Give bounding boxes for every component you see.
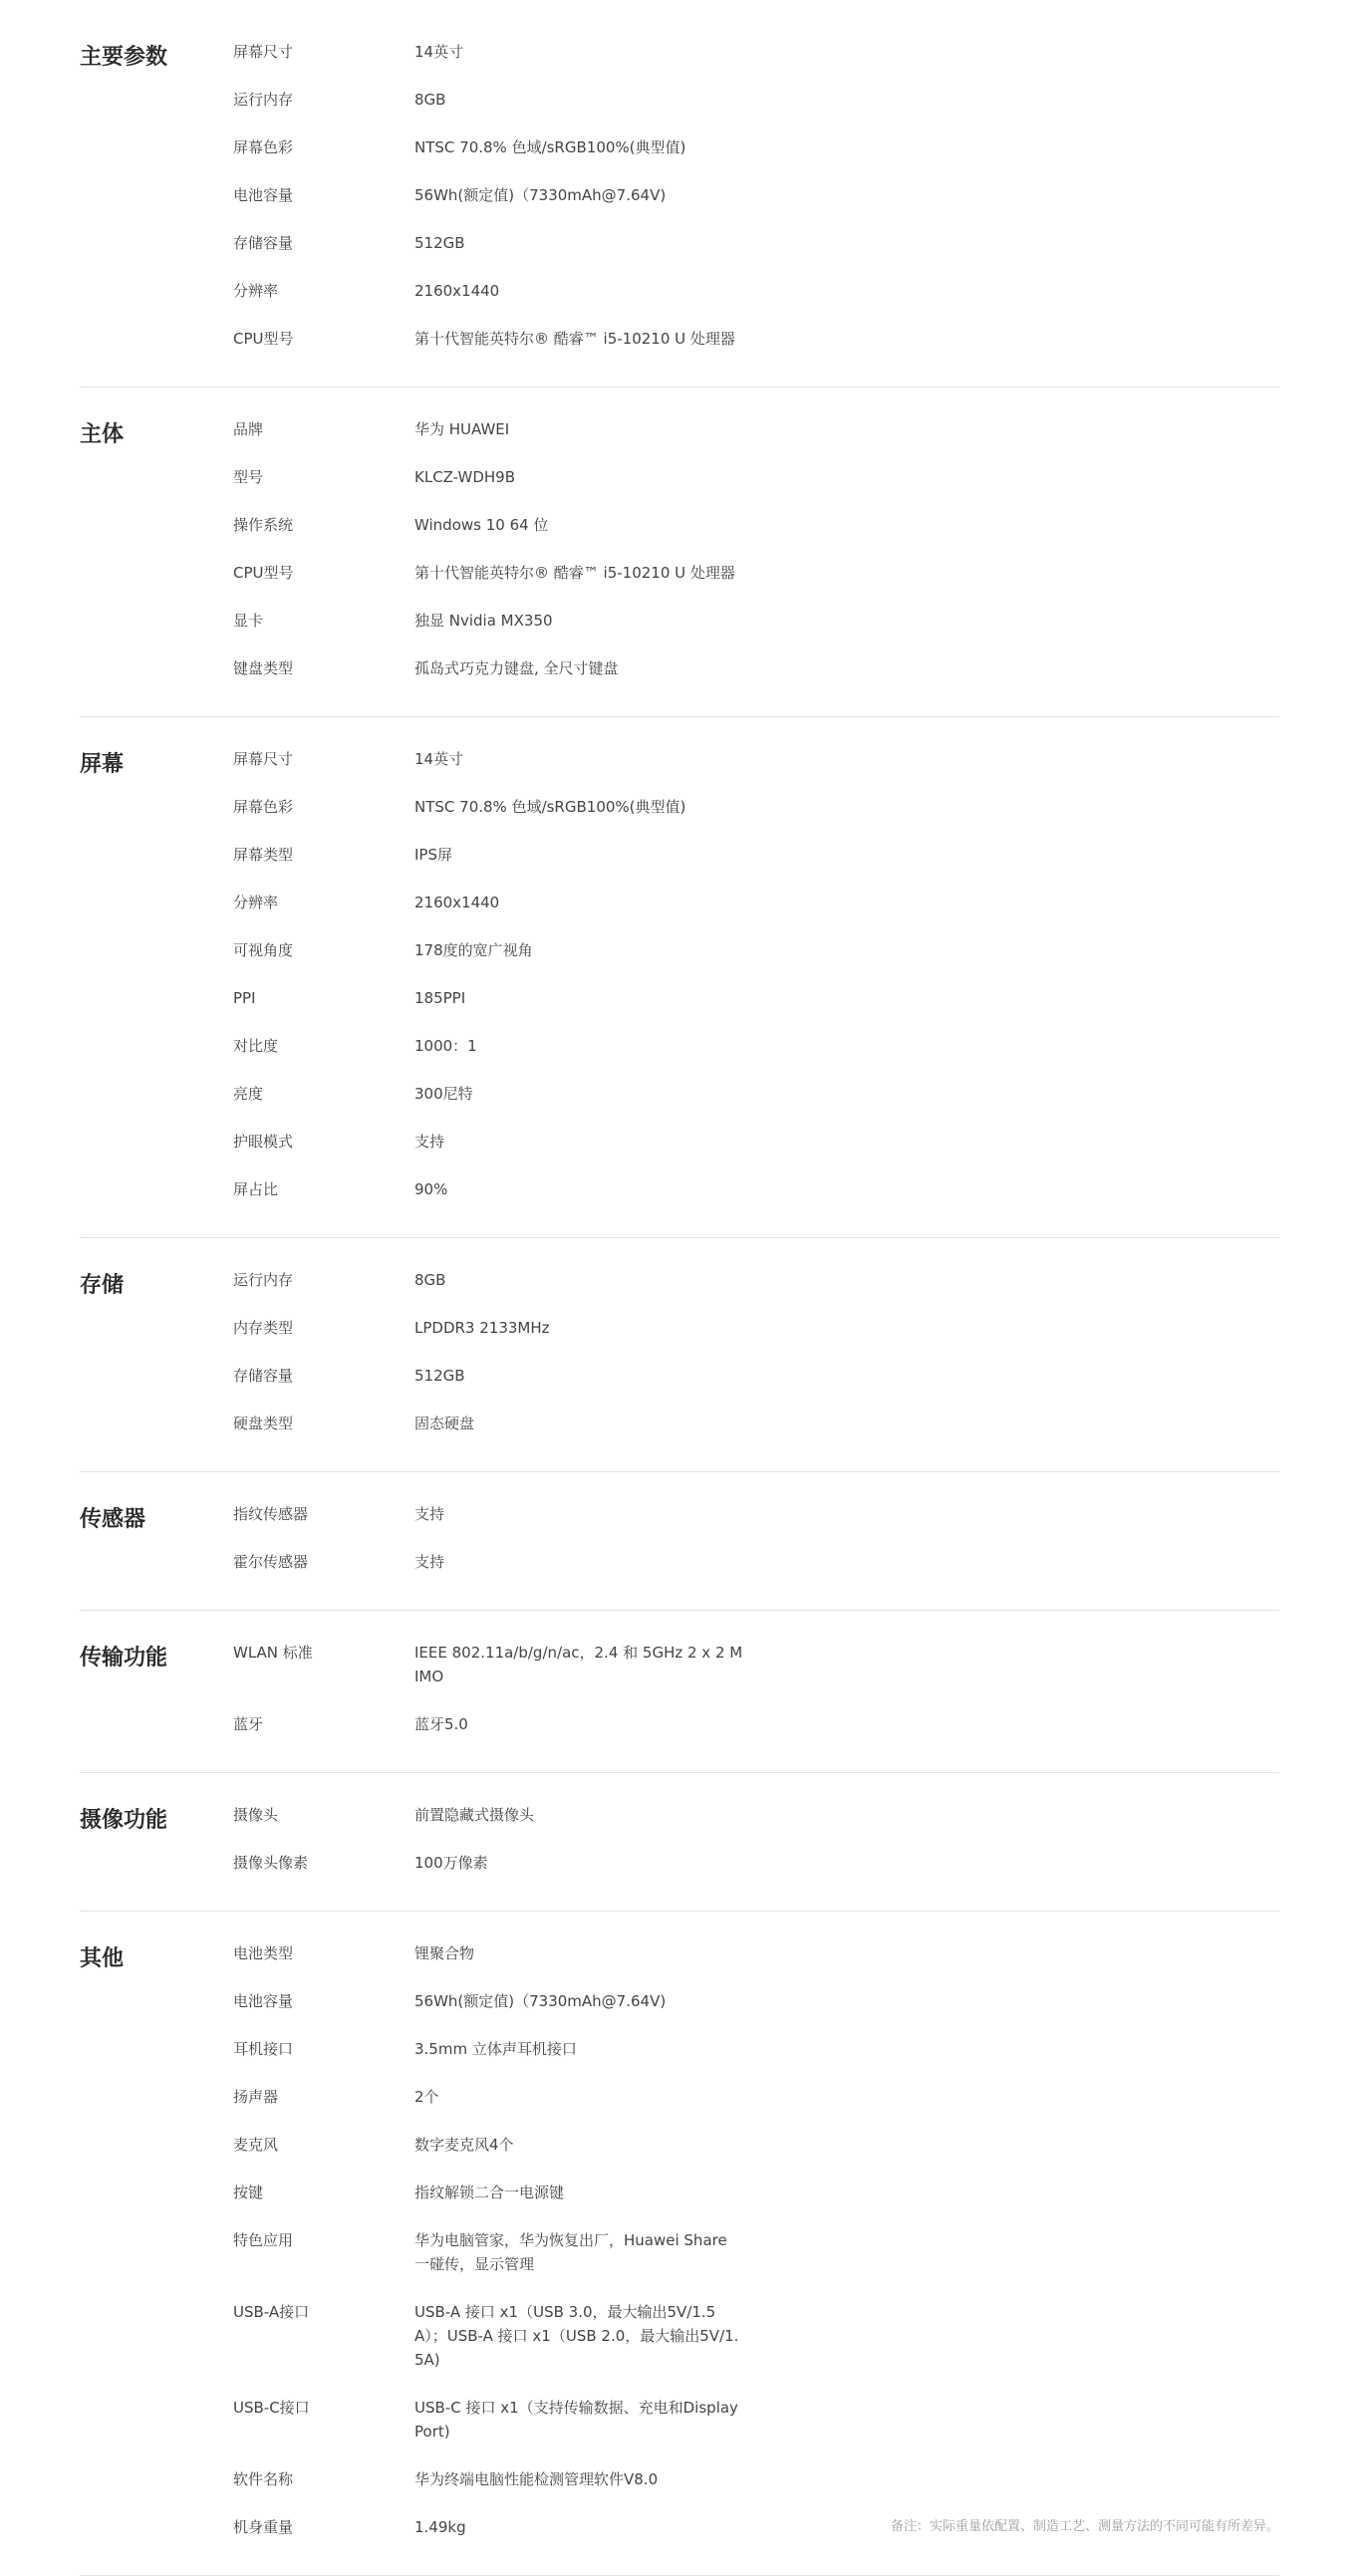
spec-label: 显卡 (233, 612, 264, 630)
spec-row (233, 1364, 1279, 1388)
spec-value: 前置隐藏式摄像头 (414, 1806, 535, 1824)
spec-value: IPS屏 (414, 846, 452, 864)
spec-label: 键盘类型 (233, 659, 294, 677)
spec-row (233, 327, 1279, 351)
spec-value: 56Wh(额定值)（7330mAh@7.64V) (414, 1992, 667, 2010)
spec-row (233, 88, 1279, 112)
spec-value: 华为电脑管家，华为恢复出厂，Huawei Share 一碰传，显示管理 (414, 2231, 727, 2273)
spec-rows (233, 747, 1279, 1225)
spec-value: 华为终端电脑性能检测管理软件V8.0 (414, 2470, 659, 2488)
spec-value: 512GB (414, 1367, 465, 1385)
spec-label: 软件名称 (233, 2470, 294, 2488)
spec-value: LPDDR3 2133MHz (414, 1319, 550, 1337)
spec-label: PPI (233, 989, 256, 1007)
spec-label: 屏幕尺寸 (233, 750, 294, 768)
spec-label: 摄像头 (233, 1806, 279, 1824)
spec-rows (233, 1502, 1279, 1598)
spec-label: 可视角度 (233, 941, 294, 959)
spec-row (233, 795, 1279, 819)
spec-value: 第十代智能英特尔® 酷睿™ i5-10210 U 处理器 (414, 330, 735, 348)
section-title: 传感器 (80, 1507, 146, 1532)
spec-value: NTSC 70.8% 色域/sRGB100%(典型值) (414, 138, 686, 156)
spec-label: 硬盘类型 (233, 1415, 294, 1432)
spec-rows (233, 1803, 1279, 1899)
spec-label: 分辨率 (233, 894, 279, 911)
spec-value: 支持 (414, 1505, 445, 1523)
spec-rows (233, 40, 1279, 375)
spec-value: 数字麦克风4个 (414, 2136, 514, 2154)
spec-label: 摄像头像素 (233, 1854, 309, 1872)
spec-row (233, 1316, 1279, 1340)
spec-label: 对比度 (233, 1037, 279, 1055)
spec-value: USB-C 接口 x1（支持传输数据、充电和DisplayPort) (414, 2399, 738, 2441)
spec-value: 第十代智能英特尔® 酷睿™ i5-10210 U 处理器 (414, 564, 735, 582)
spec-row (233, 2085, 1279, 2109)
spec-value: 锂聚合物 (414, 1944, 475, 1962)
spec-value: 蓝牙5.0 (414, 1715, 468, 1733)
spec-label: 屏幕色彩 (233, 138, 294, 156)
spec-label: 存储容量 (233, 234, 294, 252)
spec-value: 300尼特 (414, 1085, 473, 1103)
spec-label: 霍尔传感器 (233, 1553, 309, 1571)
spec-row (233, 2300, 1279, 2372)
spec-label: 屏占比 (233, 1180, 279, 1198)
spec-row (233, 986, 1279, 1010)
spec-row (233, 183, 1279, 207)
spec-row (233, 513, 1279, 537)
spec-label: USB-C接口 (233, 2399, 310, 2417)
spec-label: 运行内存 (233, 91, 294, 109)
section-title: 传输功能 (80, 1646, 168, 1671)
spec-label: 亮度 (233, 1085, 264, 1103)
spec-label: 存储容量 (233, 1367, 294, 1385)
spec-value: 支持 (414, 1133, 445, 1151)
spec-section (80, 1268, 1279, 1472)
spec-value: 孤岛式巧克力键盘, 全尺寸键盘 (414, 659, 619, 677)
spec-row (233, 1034, 1279, 1058)
spec-rows (233, 1941, 1279, 2563)
spec-section (80, 1941, 1279, 2576)
spec-value: 178度的宽广视角 (414, 941, 533, 959)
spec-label: CPU型号 (233, 564, 294, 582)
spec-row (233, 2228, 1279, 2276)
spec-label: 电池容量 (233, 1992, 294, 2010)
spec-value: 14英寸 (414, 43, 464, 61)
spec-value: 14英寸 (414, 750, 464, 768)
section-title: 其他 (80, 1946, 125, 1971)
spec-list (80, 40, 1279, 2576)
spec-row (233, 1989, 1279, 2013)
spec-label: 型号 (233, 468, 264, 486)
spec-row (233, 417, 1279, 441)
spec-value: 固态硬盘 (414, 1415, 475, 1432)
spec-row (233, 1268, 1279, 1292)
spec-rows (233, 1268, 1279, 1459)
section-title: 主要参数 (80, 45, 168, 70)
spec-row (233, 1177, 1279, 1201)
spec-row (233, 656, 1279, 680)
section-title: 主体 (80, 422, 125, 447)
spec-row (233, 1641, 1279, 1688)
spec-rows (233, 1641, 1279, 1760)
spec-row (233, 561, 1279, 585)
spec-row (233, 1502, 1279, 1526)
spec-label: 机身重量 (233, 2518, 294, 2536)
spec-value: 185PPI (414, 989, 466, 1007)
spec-row (233, 891, 1279, 914)
spec-label: 指纹传感器 (233, 1505, 309, 1523)
spec-label: 内存类型 (233, 1319, 294, 1337)
spec-value: NTSC 70.8% 色域/sRGB100%(典型值) (414, 798, 686, 816)
spec-value: 90% (414, 1180, 448, 1198)
section-title: 存储 (80, 1273, 125, 1298)
spec-row (233, 231, 1279, 255)
spec-row (233, 279, 1279, 303)
spec-value: 2160x1440 (414, 894, 500, 911)
spec-value: Windows 10 64 位 (414, 516, 549, 534)
spec-row (233, 1130, 1279, 1154)
spec-row (233, 747, 1279, 771)
spec-label: 运行内存 (233, 1271, 294, 1289)
spec-value: 512GB (414, 234, 465, 252)
spec-label: 麦克风 (233, 2136, 279, 2154)
spec-section (80, 1803, 1279, 1912)
spec-row (233, 2133, 1279, 2157)
spec-row (233, 135, 1279, 159)
spec-value: 支持 (414, 1553, 445, 1571)
spec-label: 扬声器 (233, 2088, 279, 2106)
spec-label: WLAN 标准 (233, 1644, 313, 1662)
spec-label: 耳机接口 (233, 2040, 294, 2058)
spec-label: 蓝牙 (233, 1715, 264, 1733)
spec-row (233, 1082, 1279, 1106)
spec-label: 按键 (233, 2184, 264, 2201)
spec-section (80, 40, 1279, 387)
spec-row (233, 2396, 1279, 2444)
spec-value: 56Wh(额定值)（7330mAh@7.64V) (414, 186, 667, 204)
spec-value: IEEE 802.11a/b/g/n/ac，2.4 和 5GHz 2 x 2 MIMO (414, 1644, 743, 1685)
spec-label: 护眼模式 (233, 1133, 294, 1151)
spec-row (233, 609, 1279, 633)
spec-value: 1.49kg (414, 2518, 466, 2536)
spec-row (233, 2181, 1279, 2204)
spec-section (80, 417, 1279, 717)
spec-note: 备注：实际重量依配置、制造工艺、测量方法的不同可能有所差异。 (890, 2519, 1279, 2534)
spec-label: 品牌 (233, 420, 264, 438)
spec-label: 屏幕类型 (233, 846, 294, 864)
spec-label: 电池类型 (233, 1944, 294, 1962)
spec-label: 分辨率 (233, 282, 279, 300)
spec-label: 屏幕色彩 (233, 798, 294, 816)
spec-label: 电池容量 (233, 186, 294, 204)
spec-row (233, 2467, 1279, 2491)
spec-value: 指纹解锁二合一电源键 (414, 2184, 565, 2201)
spec-label: USB-A接口 (233, 2303, 310, 2321)
spec-row (233, 40, 1279, 64)
spec-value: USB-A 接口 x1（USB 3.0，最大输出5V/1.5A）；USB-A 接口 x1（USB 2.0，最大输出5V/1.5A) (414, 2303, 739, 2369)
spec-value: 2160x1440 (414, 282, 500, 300)
spec-row (233, 465, 1279, 489)
spec-label: 特色应用 (233, 2231, 294, 2249)
spec-row (233, 1412, 1279, 1435)
spec-value: 3.5mm 立体声耳机接口 (414, 2040, 577, 2058)
spec-section (80, 747, 1279, 1238)
spec-row (233, 843, 1279, 867)
spec-row (233, 938, 1279, 962)
spec-label: 屏幕尺寸 (233, 43, 294, 61)
spec-row (233, 1550, 1279, 1574)
spec-row (233, 2515, 1279, 2539)
spec-value: 1000：1 (414, 1037, 477, 1055)
spec-value: 独显 Nvidia MX350 (414, 612, 553, 630)
spec-value: 8GB (414, 1271, 446, 1289)
section-title: 摄像功能 (80, 1808, 168, 1833)
spec-value: 2个 (414, 2088, 439, 2106)
spec-row (233, 1941, 1279, 1965)
spec-label: CPU型号 (233, 330, 294, 348)
spec-rows (233, 417, 1279, 704)
spec-label: 操作系统 (233, 516, 294, 534)
spec-row (233, 2037, 1279, 2061)
spec-row (233, 1712, 1279, 1736)
spec-value: 100万像素 (414, 1854, 488, 1872)
spec-row (233, 1803, 1279, 1827)
spec-section (80, 1502, 1279, 1611)
section-title: 屏幕 (80, 752, 125, 777)
spec-value: 8GB (414, 91, 446, 109)
spec-section (80, 1641, 1279, 1773)
spec-row (233, 1851, 1279, 1875)
spec-value: KLCZ-WDH9B (414, 468, 515, 486)
spec-value: 华为 HUAWEI (414, 420, 510, 438)
